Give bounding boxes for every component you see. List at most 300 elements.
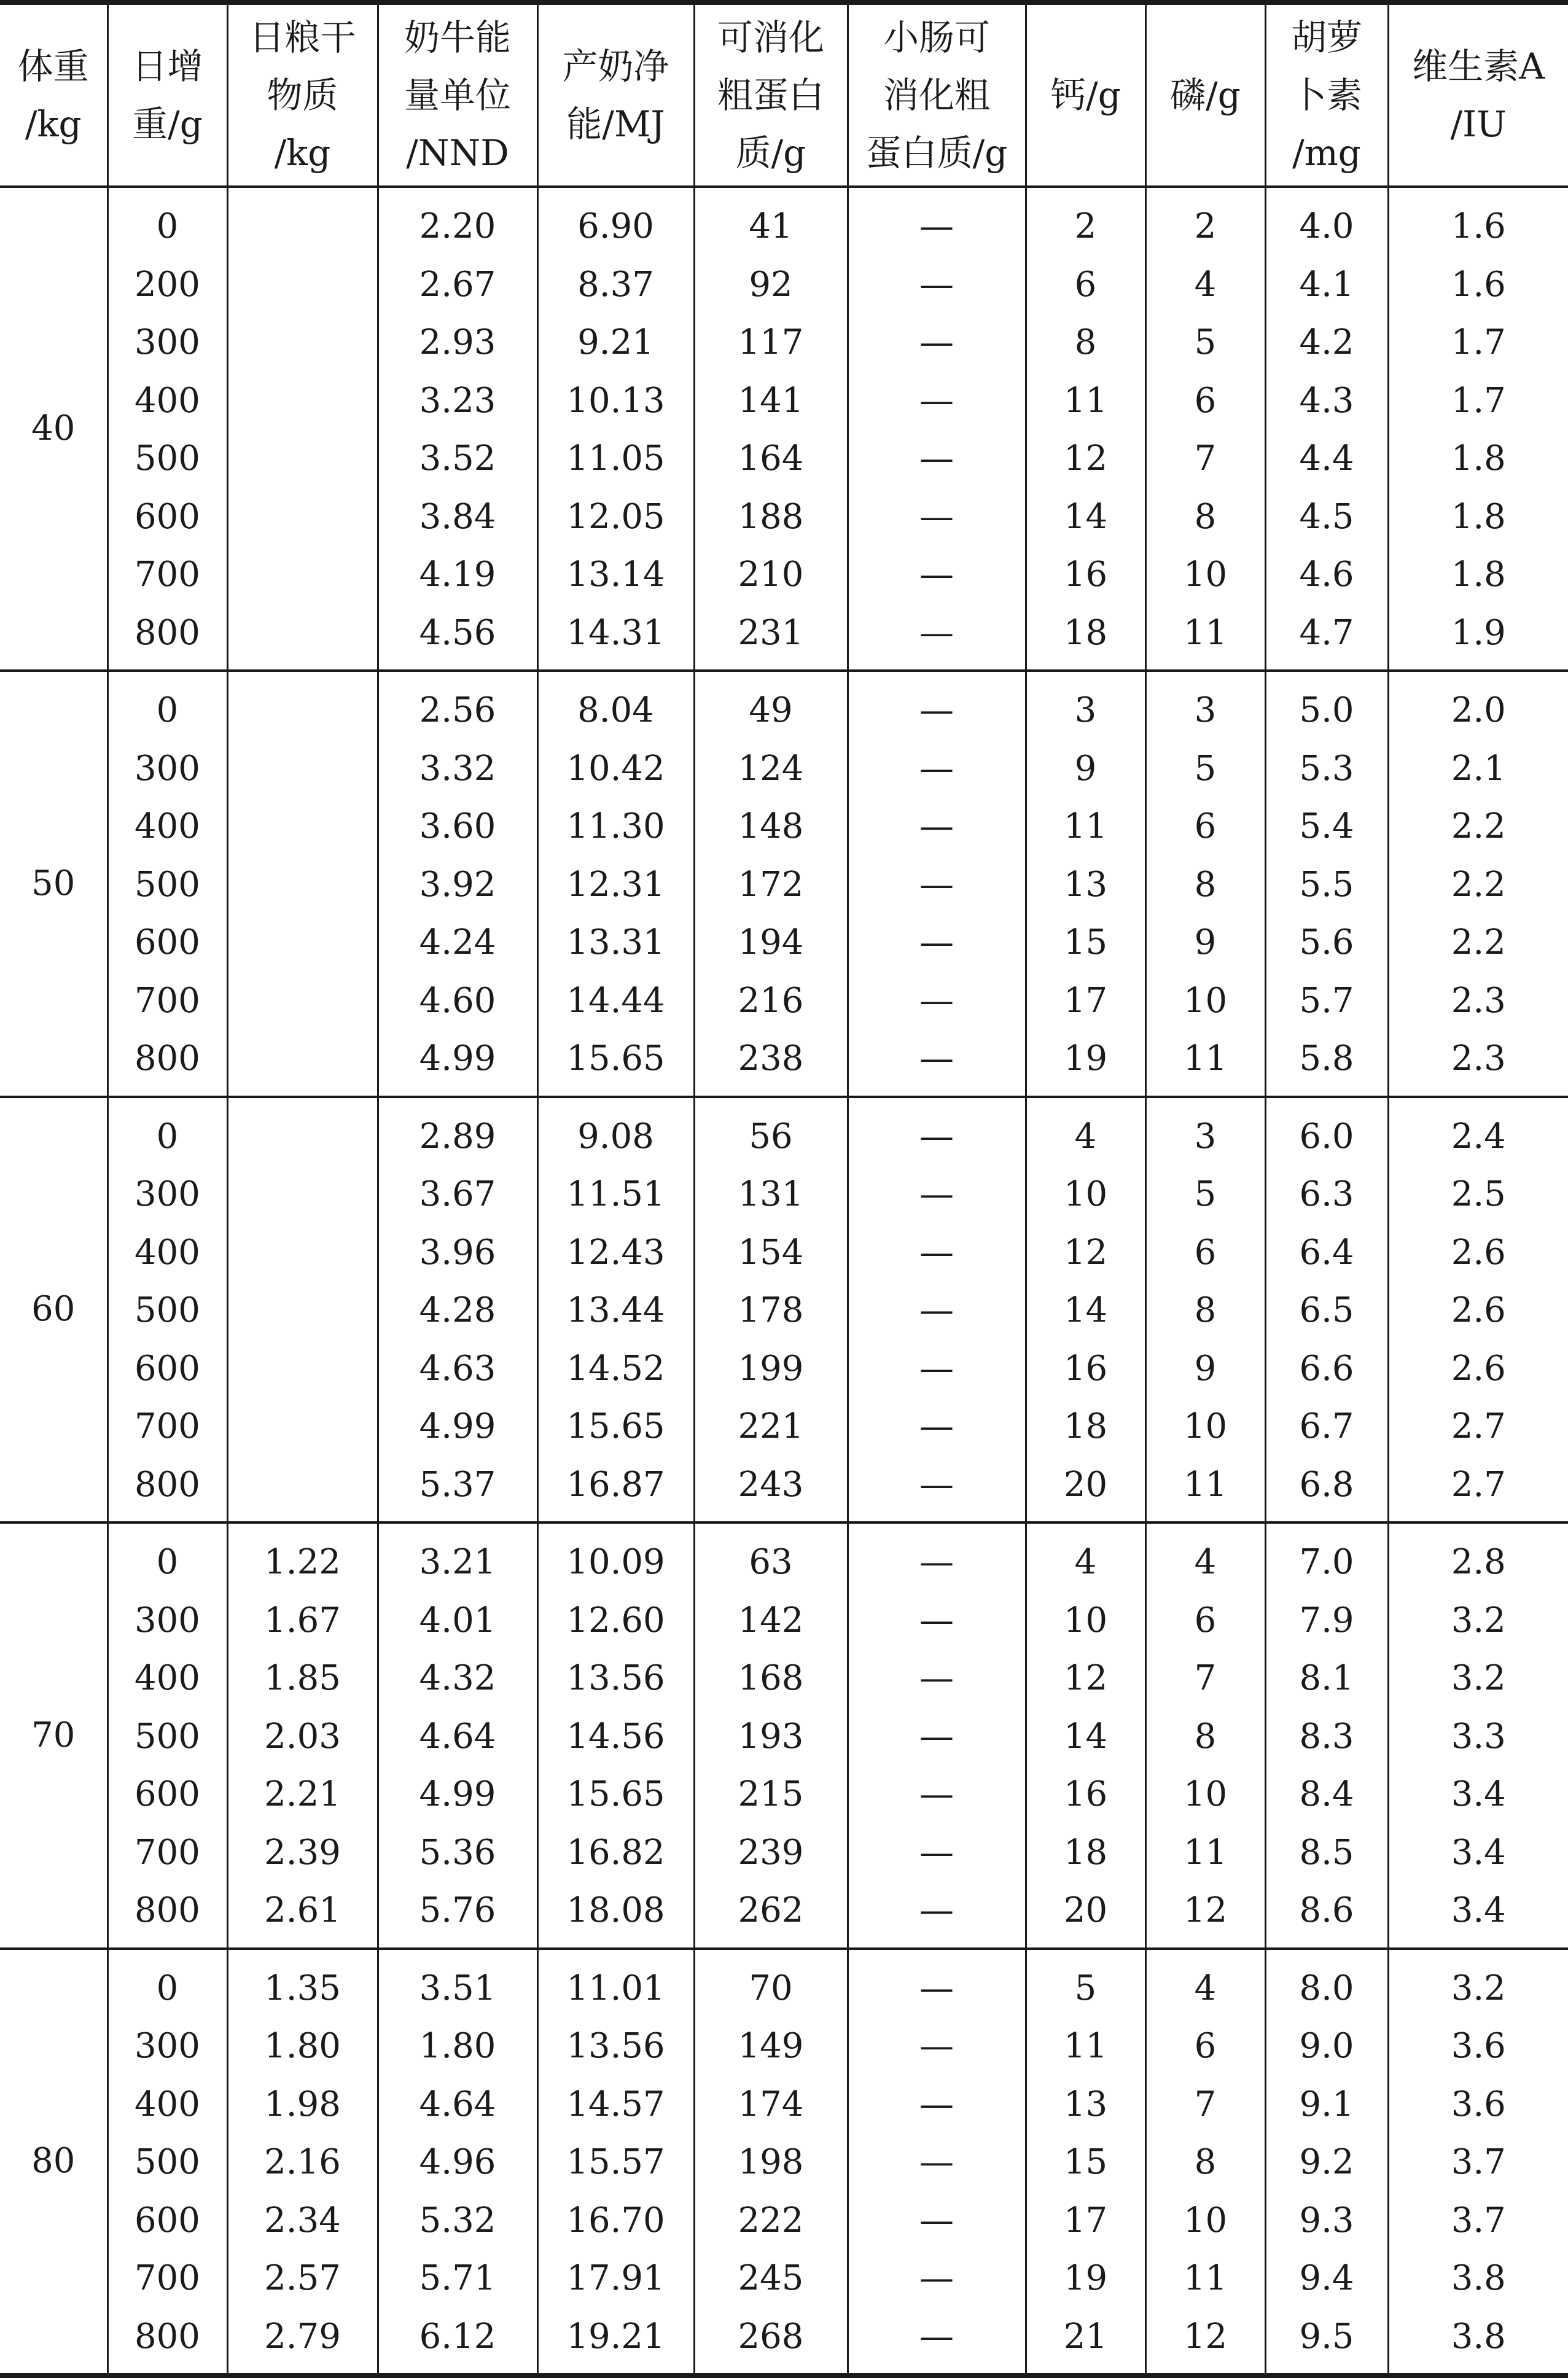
- cell-calcium: 18: [1026, 604, 1145, 671]
- cell-small-intestine-protein: —: [848, 1824, 1026, 1882]
- cell-dry-matter: [227, 430, 378, 488]
- cell-net-energy: 13.14: [537, 546, 694, 604]
- cell-phosphorus: 3: [1145, 671, 1265, 740]
- cell-carotene: 9.2: [1265, 2134, 1388, 2192]
- table-row: [0, 1030, 1568, 1097]
- table-row: [0, 256, 1568, 314]
- cell-carotene: 4.1: [1265, 256, 1388, 314]
- cell-phosphorus: 4: [1145, 256, 1265, 314]
- cell-dry-matter: 2.39: [227, 1824, 378, 1882]
- cell-phosphorus: 5: [1145, 1166, 1265, 1224]
- cell-nnd: 4.96: [378, 2134, 537, 2192]
- cell-digestible-crude-protein: 41: [694, 187, 848, 256]
- cell-body-weight: 50: [0, 671, 107, 1097]
- cell-phosphorus: 7: [1145, 430, 1265, 488]
- cell-vitamin-a: 2.3: [1388, 1030, 1568, 1097]
- cell-digestible-crude-protein: 198: [694, 2134, 848, 2192]
- table-row: [0, 2134, 1568, 2192]
- cell-small-intestine-protein: —: [848, 740, 1026, 798]
- cell-carotene: 5.6: [1265, 914, 1388, 972]
- cell-nnd: 3.84: [378, 488, 537, 547]
- cell-nnd: 5.37: [378, 1456, 537, 1523]
- cell-dry-matter: [227, 372, 378, 431]
- cell-net-energy: 16.70: [537, 2192, 694, 2250]
- cell-small-intestine-protein: —: [848, 1522, 1026, 1592]
- cell-small-intestine-protein: —: [848, 972, 1026, 1031]
- cell-calcium: 11: [1026, 2017, 1145, 2076]
- cell-nnd: 2.20: [378, 187, 537, 256]
- cell-small-intestine-protein: —: [848, 1282, 1026, 1340]
- cell-vitamin-a: 3.8: [1388, 2250, 1568, 2308]
- cell-digestible-crude-protein: 199: [694, 1340, 848, 1398]
- cell-phosphorus: 10: [1145, 2192, 1265, 2250]
- cell-net-energy: 11.05: [537, 430, 694, 488]
- cell-daily-gain: 500: [107, 2134, 227, 2192]
- header-line: 奶牛能: [379, 9, 537, 66]
- cell-vitamin-a: 2.2: [1388, 798, 1568, 856]
- cell-digestible-crude-protein: 210: [694, 546, 848, 604]
- cell-daily-gain: 600: [107, 1766, 227, 1824]
- header-line: 体重: [0, 37, 107, 95]
- cell-vitamin-a: 3.6: [1388, 2017, 1568, 2076]
- cell-calcium: 6: [1026, 256, 1145, 314]
- cell-vitamin-a: 2.7: [1388, 1398, 1568, 1456]
- cell-vitamin-a: 1.8: [1388, 430, 1568, 488]
- cell-nnd: 3.32: [378, 740, 537, 798]
- cell-dry-matter: [227, 671, 378, 740]
- cell-calcium: 4: [1026, 1522, 1145, 1592]
- header-line: 消化粗: [849, 66, 1025, 124]
- cell-dry-matter: 2.57: [227, 2250, 378, 2308]
- header-line: 可消化: [695, 9, 847, 66]
- cell-net-energy: 14.57: [537, 2076, 694, 2134]
- cell-dry-matter: 2.21: [227, 1766, 378, 1824]
- cell-vitamin-a: 2.2: [1388, 856, 1568, 914]
- cell-nnd: 4.99: [378, 1398, 537, 1456]
- cell-calcium: 14: [1026, 1708, 1145, 1766]
- cell-vitamin-a: 2.1: [1388, 740, 1568, 798]
- cell-calcium: 13: [1026, 856, 1145, 914]
- cell-calcium: 12: [1026, 1224, 1145, 1282]
- cell-small-intestine-protein: —: [848, 1166, 1026, 1224]
- cell-phosphorus: 10: [1145, 1766, 1265, 1824]
- cell-phosphorus: 6: [1145, 372, 1265, 431]
- cell-small-intestine-protein: —: [848, 1097, 1026, 1166]
- cell-digestible-crude-protein: 141: [694, 372, 848, 431]
- cell-calcium: 4: [1026, 1097, 1145, 1166]
- cell-digestible-crude-protein: 70: [694, 1949, 848, 2018]
- cell-dry-matter: [227, 1097, 378, 1166]
- cell-carotene: 4.0: [1265, 187, 1388, 256]
- cell-vitamin-a: 1.8: [1388, 546, 1568, 604]
- cell-daily-gain: 0: [107, 671, 227, 740]
- cell-carotene: 9.1: [1265, 2076, 1388, 2134]
- cell-nnd: 2.89: [378, 1097, 537, 1166]
- cell-digestible-crude-protein: 164: [694, 430, 848, 488]
- cell-phosphorus: 10: [1145, 546, 1265, 604]
- cell-net-energy: 14.52: [537, 1340, 694, 1398]
- cell-vitamin-a: 3.3: [1388, 1708, 1568, 1766]
- cell-vitamin-a: 3.8: [1388, 2308, 1568, 2376]
- cell-small-intestine-protein: —: [848, 1882, 1026, 1949]
- header-line: /kg: [228, 124, 377, 182]
- cell-vitamin-a: 2.6: [1388, 1282, 1568, 1340]
- cell-daily-gain: 0: [107, 1949, 227, 2018]
- cell-phosphorus: 8: [1145, 856, 1265, 914]
- cell-phosphorus: 2: [1145, 187, 1265, 256]
- cell-net-energy: 10.09: [537, 1522, 694, 1592]
- cell-phosphorus: 5: [1145, 314, 1265, 372]
- cell-small-intestine-protein: —: [848, 1224, 1026, 1282]
- cell-daily-gain: 600: [107, 2192, 227, 2250]
- cell-calcium: 19: [1026, 2250, 1145, 2308]
- cell-small-intestine-protein: —: [848, 1766, 1026, 1824]
- cell-vitamin-a: 2.0: [1388, 671, 1568, 740]
- cell-dry-matter: [227, 256, 378, 314]
- cell-vitamin-a: 1.7: [1388, 372, 1568, 431]
- cell-calcium: 18: [1026, 1824, 1145, 1882]
- cell-nnd: 4.64: [378, 1708, 537, 1766]
- cell-carotene: 8.1: [1265, 1650, 1388, 1708]
- header-body-weight: [0, 2, 107, 187]
- cell-carotene: 9.0: [1265, 2017, 1388, 2076]
- cell-dry-matter: 1.67: [227, 1592, 378, 1650]
- cell-small-intestine-protein: —: [848, 2250, 1026, 2308]
- header-phosphorus: [1145, 2, 1265, 187]
- cell-calcium: 5: [1026, 1949, 1145, 2018]
- cell-calcium: 17: [1026, 972, 1145, 1031]
- cell-carotene: 5.0: [1265, 671, 1388, 740]
- cell-nnd: 4.99: [378, 1030, 537, 1097]
- cell-daily-gain: 300: [107, 314, 227, 372]
- cell-dry-matter: 1.98: [227, 2076, 378, 2134]
- cell-carotene: 4.3: [1265, 372, 1388, 431]
- cell-daily-gain: 800: [107, 1882, 227, 1949]
- cell-calcium: 19: [1026, 1030, 1145, 1097]
- cell-nnd: 3.51: [378, 1949, 537, 2018]
- cell-small-intestine-protein: —: [848, 2308, 1026, 2376]
- cell-dry-matter: [227, 798, 378, 856]
- cell-dry-matter: [227, 1030, 378, 1097]
- header-line: /IU: [1389, 95, 1568, 153]
- cell-digestible-crude-protein: 56: [694, 1097, 848, 1166]
- cell-calcium: 12: [1026, 430, 1145, 488]
- cell-digestible-crude-protein: 193: [694, 1708, 848, 1766]
- cell-net-energy: 15.57: [537, 2134, 694, 2192]
- cell-carotene: 6.6: [1265, 1340, 1388, 1398]
- cell-digestible-crude-protein: 216: [694, 972, 848, 1031]
- cell-calcium: 13: [1026, 2076, 1145, 2134]
- cell-daily-gain: 400: [107, 798, 227, 856]
- cell-nnd: 3.23: [378, 372, 537, 431]
- table-row: [0, 914, 1568, 972]
- cell-calcium: 15: [1026, 2134, 1145, 2192]
- cell-calcium: 16: [1026, 1766, 1145, 1824]
- cell-net-energy: 12.60: [537, 1592, 694, 1650]
- header-line: /NND: [379, 124, 537, 182]
- cell-vitamin-a: 3.2: [1388, 1650, 1568, 1708]
- cell-calcium: 17: [1026, 2192, 1145, 2250]
- table-row: [0, 1456, 1568, 1523]
- cell-calcium: 20: [1026, 1882, 1145, 1949]
- cell-vitamin-a: 3.7: [1388, 2134, 1568, 2192]
- cell-nnd: 5.32: [378, 2192, 537, 2250]
- cell-vitamin-a: 2.3: [1388, 972, 1568, 1031]
- cell-carotene: 8.3: [1265, 1708, 1388, 1766]
- cell-phosphorus: 7: [1145, 2076, 1265, 2134]
- cell-calcium: 11: [1026, 798, 1145, 856]
- cell-daily-gain: 600: [107, 1340, 227, 1398]
- cell-small-intestine-protein: —: [848, 314, 1026, 372]
- cell-small-intestine-protein: —: [848, 2192, 1026, 2250]
- cell-calcium: 10: [1026, 1592, 1145, 1650]
- cell-vitamin-a: 2.6: [1388, 1224, 1568, 1282]
- cell-vitamin-a: 2.7: [1388, 1456, 1568, 1523]
- cell-carotene: 8.5: [1265, 1824, 1388, 1882]
- cell-nnd: 4.60: [378, 972, 537, 1031]
- cell-net-energy: 12.05: [537, 488, 694, 547]
- header-line: 维生素A: [1389, 37, 1568, 95]
- cell-daily-gain: 300: [107, 1592, 227, 1650]
- cell-dry-matter: 1.80: [227, 2017, 378, 2076]
- cell-vitamin-a: 1.6: [1388, 187, 1568, 256]
- cell-daily-gain: 500: [107, 1282, 227, 1340]
- cell-phosphorus: 5: [1145, 740, 1265, 798]
- table-row: [0, 314, 1568, 372]
- cell-vitamin-a: 3.6: [1388, 2076, 1568, 2134]
- cell-dry-matter: [227, 914, 378, 972]
- cell-calcium: 14: [1026, 1282, 1145, 1340]
- cell-digestible-crude-protein: 131: [694, 1166, 848, 1224]
- cell-nnd: 3.60: [378, 798, 537, 856]
- cell-net-energy: 17.91: [537, 2250, 694, 2308]
- cell-net-energy: 10.13: [537, 372, 694, 431]
- cell-daily-gain: 700: [107, 1398, 227, 1456]
- cell-daily-gain: 700: [107, 1824, 227, 1882]
- table-row: [0, 740, 1568, 798]
- cell-small-intestine-protein: —: [848, 1030, 1026, 1097]
- cell-phosphorus: 11: [1145, 1456, 1265, 1523]
- cell-daily-gain: 800: [107, 1030, 227, 1097]
- header-line: 物质: [228, 66, 377, 124]
- cell-net-energy: 14.56: [537, 1708, 694, 1766]
- cell-nnd: 4.28: [378, 1282, 537, 1340]
- table-row: [0, 798, 1568, 856]
- cell-daily-gain: 300: [107, 1166, 227, 1224]
- cell-net-energy: 19.21: [537, 2308, 694, 2376]
- cell-daily-gain: 600: [107, 914, 227, 972]
- cell-carotene: 9.3: [1265, 2192, 1388, 2250]
- cell-digestible-crude-protein: 268: [694, 2308, 848, 2376]
- cell-daily-gain: 500: [107, 430, 227, 488]
- cell-calcium: 18: [1026, 1398, 1145, 1456]
- cell-digestible-crude-protein: 231: [694, 604, 848, 671]
- table-row: [0, 2250, 1568, 2308]
- cell-vitamin-a: 3.4: [1388, 1882, 1568, 1949]
- cell-dry-matter: [227, 1340, 378, 1398]
- cell-small-intestine-protein: —: [848, 2017, 1026, 2076]
- cell-phosphorus: 8: [1145, 488, 1265, 547]
- cell-digestible-crude-protein: 154: [694, 1224, 848, 1282]
- cell-nnd: 2.56: [378, 671, 537, 740]
- cell-digestible-crude-protein: 117: [694, 314, 848, 372]
- cell-dry-matter: [227, 1224, 378, 1282]
- cell-calcium: 20: [1026, 1456, 1145, 1523]
- cell-small-intestine-protein: —: [848, 1398, 1026, 1456]
- cell-carotene: 4.5: [1265, 488, 1388, 547]
- cell-carotene: 7.9: [1265, 1592, 1388, 1650]
- cell-vitamin-a: 3.4: [1388, 1766, 1568, 1824]
- cell-net-energy: 15.65: [537, 1766, 694, 1824]
- cell-vitamin-a: 1.6: [1388, 256, 1568, 314]
- header-line: 产奶净: [539, 37, 693, 95]
- cell-net-energy: 11.30: [537, 798, 694, 856]
- cell-dry-matter: [227, 314, 378, 372]
- cell-phosphorus: 4: [1145, 1522, 1265, 1592]
- cell-net-energy: 14.31: [537, 604, 694, 671]
- cell-vitamin-a: 3.4: [1388, 1824, 1568, 1882]
- cell-nnd: 5.71: [378, 2250, 537, 2308]
- cell-digestible-crude-protein: 92: [694, 256, 848, 314]
- header-line: /mg: [1266, 124, 1387, 182]
- table-row: [0, 2308, 1568, 2376]
- header-line: 胡萝: [1266, 9, 1387, 66]
- cell-net-energy: 16.87: [537, 1456, 694, 1523]
- cell-vitamin-a: 2.5: [1388, 1166, 1568, 1224]
- table-row: [0, 430, 1568, 488]
- cell-dry-matter: [227, 187, 378, 256]
- cell-phosphorus: 3: [1145, 1097, 1265, 1166]
- header-line: 能/MJ: [539, 95, 693, 153]
- cell-dry-matter: [227, 1282, 378, 1340]
- cell-small-intestine-protein: —: [848, 914, 1026, 972]
- cell-carotene: 9.5: [1265, 2308, 1388, 2376]
- cell-dry-matter: 1.22: [227, 1522, 378, 1592]
- cell-nnd: 4.24: [378, 914, 537, 972]
- cell-small-intestine-protein: —: [848, 798, 1026, 856]
- cell-small-intestine-protein: —: [848, 187, 1026, 256]
- header-line: 日增: [109, 37, 227, 95]
- cell-carotene: 6.3: [1265, 1166, 1388, 1224]
- header-net-energy: [537, 2, 694, 187]
- cell-carotene: 4.7: [1265, 604, 1388, 671]
- cell-nnd: 5.76: [378, 1882, 537, 1949]
- cell-nnd: 6.12: [378, 2308, 537, 2376]
- header-line: 日粮干: [228, 9, 377, 66]
- cell-carotene: 7.0: [1265, 1522, 1388, 1592]
- cell-dry-matter: [227, 488, 378, 547]
- cell-carotene: 6.0: [1265, 1097, 1388, 1166]
- cell-dry-matter: 2.03: [227, 1708, 378, 1766]
- cell-dry-matter: [227, 546, 378, 604]
- cell-body-weight: 70: [0, 1522, 107, 1949]
- cell-phosphorus: 11: [1145, 604, 1265, 671]
- cell-net-energy: 8.37: [537, 256, 694, 314]
- cell-digestible-crude-protein: 238: [694, 1030, 848, 1097]
- cell-nnd: 4.32: [378, 1650, 537, 1708]
- cell-small-intestine-protein: —: [848, 430, 1026, 488]
- cell-net-energy: 9.21: [537, 314, 694, 372]
- cell-net-energy: 11.01: [537, 1949, 694, 2018]
- table-row: [0, 1824, 1568, 1882]
- table-row: [0, 546, 1568, 604]
- cell-carotene: 6.7: [1265, 1398, 1388, 1456]
- cell-small-intestine-protein: —: [848, 1949, 1026, 2018]
- cell-carotene: 8.4: [1265, 1766, 1388, 1824]
- cell-nnd: 2.67: [378, 256, 537, 314]
- cell-calcium: 14: [1026, 488, 1145, 547]
- header-line: 蛋白质/g: [849, 124, 1025, 182]
- cell-vitamin-a: 2.4: [1388, 1097, 1568, 1166]
- cell-net-energy: 11.51: [537, 1166, 694, 1224]
- cell-phosphorus: 7: [1145, 1650, 1265, 1708]
- cell-digestible-crude-protein: 172: [694, 856, 848, 914]
- cell-digestible-crude-protein: 188: [694, 488, 848, 547]
- cell-net-energy: 9.08: [537, 1097, 694, 1166]
- cell-small-intestine-protein: —: [848, 546, 1026, 604]
- cell-digestible-crude-protein: 222: [694, 2192, 848, 2250]
- cell-digestible-crude-protein: 239: [694, 1824, 848, 1882]
- header-dry-matter: [227, 2, 378, 187]
- cell-dry-matter: 1.35: [227, 1949, 378, 2018]
- cell-calcium: 16: [1026, 1340, 1145, 1398]
- cell-daily-gain: 800: [107, 1456, 227, 1523]
- cell-net-energy: 13.31: [537, 914, 694, 972]
- cell-nnd: 3.21: [378, 1522, 537, 1592]
- cell-small-intestine-protein: —: [848, 256, 1026, 314]
- cell-phosphorus: 6: [1145, 1592, 1265, 1650]
- cell-calcium: 9: [1026, 740, 1145, 798]
- cell-dry-matter: [227, 1398, 378, 1456]
- cell-carotene: 5.8: [1265, 1030, 1388, 1097]
- cell-net-energy: 12.31: [537, 856, 694, 914]
- table-row: [0, 1766, 1568, 1824]
- cell-phosphorus: 12: [1145, 1882, 1265, 1949]
- cell-phosphorus: 8: [1145, 2134, 1265, 2192]
- header-daily-gain: [107, 2, 227, 187]
- table-row: [0, 372, 1568, 431]
- cell-phosphorus: 8: [1145, 1708, 1265, 1766]
- header-nnd: [378, 2, 537, 187]
- cell-small-intestine-protein: —: [848, 1650, 1026, 1708]
- header-line: 粗蛋白: [695, 66, 847, 124]
- header-line: /kg: [0, 95, 107, 153]
- cell-calcium: 16: [1026, 546, 1145, 604]
- cell-digestible-crude-protein: 142: [694, 1592, 848, 1650]
- table-body: [0, 187, 1568, 2376]
- cell-net-energy: 10.42: [537, 740, 694, 798]
- table-row: [0, 1949, 1568, 2018]
- table-row: [0, 1592, 1568, 1650]
- cell-digestible-crude-protein: 178: [694, 1282, 848, 1340]
- cell-carotene: 9.4: [1265, 2250, 1388, 2308]
- table-row: [0, 1340, 1568, 1398]
- cell-small-intestine-protein: —: [848, 1340, 1026, 1398]
- cell-dry-matter: [227, 1166, 378, 1224]
- cell-dry-matter: 2.34: [227, 2192, 378, 2250]
- cell-small-intestine-protein: —: [848, 2134, 1026, 2192]
- header-line: 小肠可: [849, 9, 1025, 66]
- cell-nnd: 3.52: [378, 430, 537, 488]
- table-row: [0, 488, 1568, 547]
- cell-nnd: 4.99: [378, 1766, 537, 1824]
- cell-phosphorus: 12: [1145, 2308, 1265, 2376]
- cell-digestible-crude-protein: 245: [694, 2250, 848, 2308]
- cell-phosphorus: 11: [1145, 1030, 1265, 1097]
- header-line: 钙/g: [1027, 66, 1145, 124]
- cell-carotene: 5.5: [1265, 856, 1388, 914]
- cell-nnd: 4.63: [378, 1340, 537, 1398]
